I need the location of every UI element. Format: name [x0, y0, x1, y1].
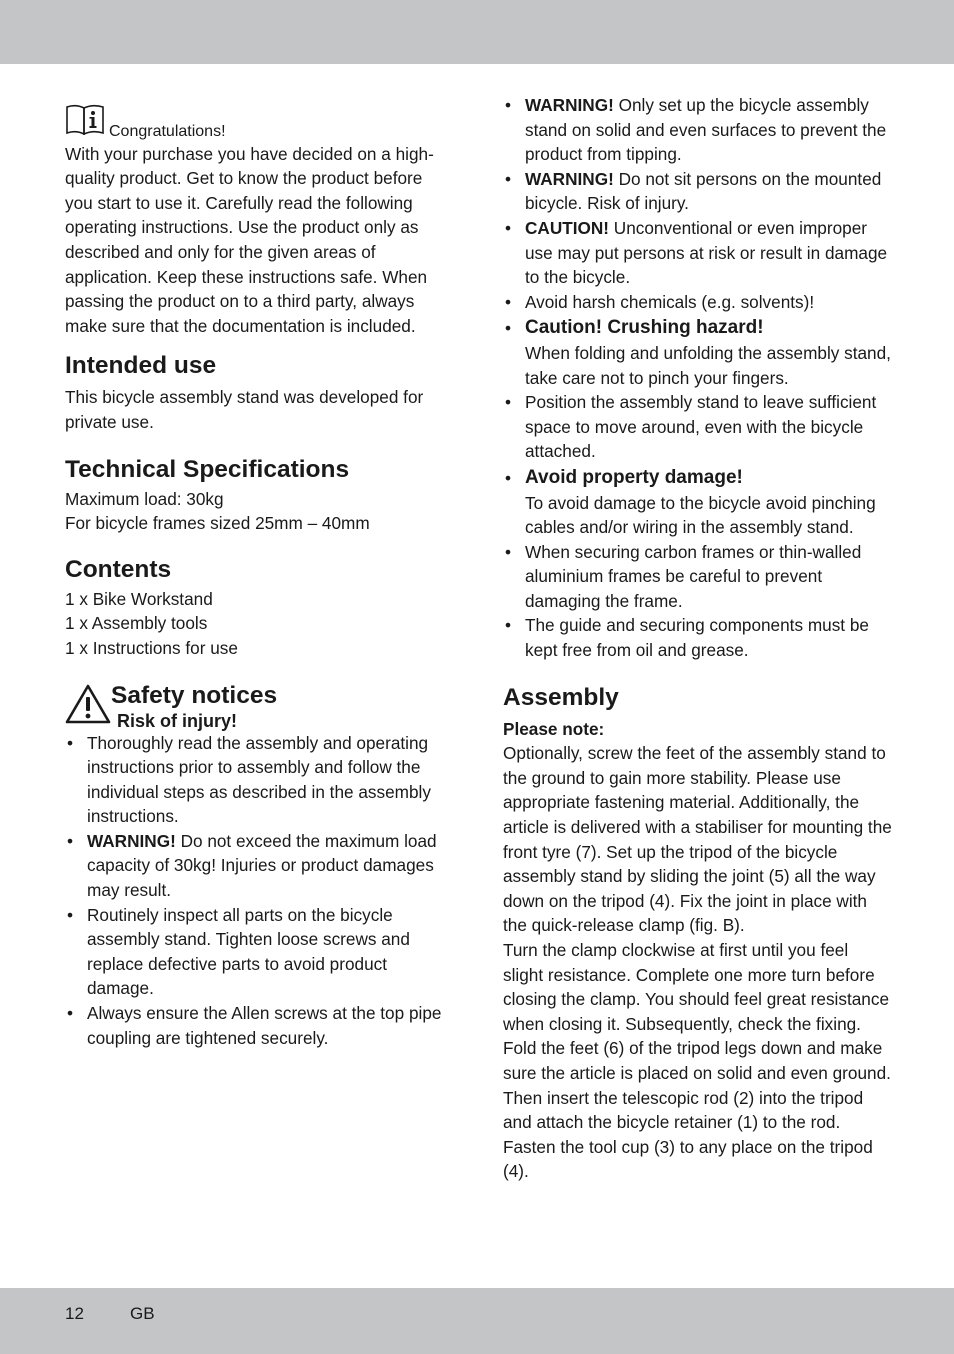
list-item: • The guide and securing components must be kept free from oil and grease. [503, 613, 893, 662]
list-item: • Thoroughly read the assembly and operating instructions prior to assembly and follow the individual steps as described in the assembly instructions. [65, 731, 450, 829]
right-column [503, 93, 893, 1184]
language-code: GB [130, 1304, 155, 1323]
spec-max-load: Maximum load: 30kg [65, 488, 224, 509]
contents-item: 1 x Assembly tools [65, 613, 208, 634]
list-item: • Avoid property damage! To avoid damage to the bicycle avoid pinching cables and/or wiring in the assembly stand. [503, 466, 893, 540]
left-column [65, 103, 450, 1050]
list-item: • Routinely inspect all parts on the bicycle assembly stand. Tighten loose screws and replace defective parts to avoid product damage. [65, 903, 450, 1001]
list-item: • Always ensure the Allen screws at the top pipe coupling are tightened securely. [65, 1001, 450, 1050]
spec-frame-size: For bicycle frames sized 25mm – 40mm [65, 513, 370, 534]
list-item: • Caution! Crushing hazard! When folding and unfolding the assembly stand, take care not to pinch your fingers. [503, 316, 893, 390]
tech-specs-heading: Technical Specifications [65, 455, 350, 483]
intended-use-body: This bicycle assembly stand was developed for private use. [65, 387, 424, 432]
risk-of-injury-subheading: Risk of injury! [117, 710, 238, 731]
list-item: • Position the assembly stand to leave sufficient space to move around, even with the bicycle attached. [503, 390, 893, 464]
page-number: 12 [65, 1304, 84, 1323]
intended-use-heading: Intended use [65, 352, 217, 380]
assembly-paragraph: Turn the clamp clockwise at first until you feel slight resistance. Complete one more turn before closing the clamp. You should feel great resistance when closing it. Subsequently, check the fixing. Fold the feet (6) of the tripod legs down and make sure the article is placed on solid and even ground. Then insert the telescopic rod (2) into the tripod and attach the bicycle retainer (1) to the rod. Fasten the tool cup (3) to any place on the tripod (4). [503, 940, 891, 1182]
list-item: • When securing carbon frames or thin-walled aluminium frames be careful to prevent damaging the frame. [503, 540, 893, 614]
safety-header [65, 681, 450, 731]
assembly-paragraph: Optionally, screw the feet of the assembly stand to the ground to gain more stability. Please use appropriate fastening material. Additionally, the article is delivered with a stabiliser for mounting the front tyre (7). Set up the tripod of the bicycle assembly stand by sliding the joint (5) all the way down on the tripod (4). Fix the joint in place with the quick-release clamp (fig. B). [503, 743, 892, 936]
contents-heading: Contents [65, 555, 172, 583]
list-item: • WARNING! Only set up the bicycle assembly stand on solid and even surfaces to prevent the product from tipping. [503, 93, 893, 167]
safety-list-left [65, 731, 450, 1051]
contents-item: 1 x Bike Workstand [65, 588, 213, 609]
list-item: • Avoid harsh chemicals (e.g. solvents)! [503, 290, 893, 315]
info-book-icon [65, 103, 105, 142]
list-item: • WARNING! Do not sit persons on the mounted bicycle. Risk of injury. [503, 167, 893, 216]
safety-list-right [503, 93, 893, 663]
please-note-label: Please note: [503, 718, 605, 739]
congratulations-text: Congratulations! [109, 122, 226, 140]
safety-heading: Safety notices [111, 681, 278, 709]
list-item: • WARNING! Do not exceed the maximum load capacity of 30kg! Injuries or product damages may result. [65, 829, 450, 903]
warning-triangle-icon [65, 683, 111, 732]
assembly-heading: Assembly [503, 683, 619, 711]
intro-heading [65, 103, 450, 142]
header-bar [0, 0, 954, 64]
intro-body: With your purchase you have decided on a high-quality product. Get to know the product before you start to use it. Carefully read the following operating instructions. Use the product only as described and only for the given areas of application. Keep these instructions safe. When passing the product on to a third party, always make sure that the documentation is included. [65, 143, 434, 336]
contents-item: 1 x Instructions for use [65, 637, 238, 658]
list-item: • CAUTION! Unconventional or even improper use may put persons at risk or result in damage to the bicycle. [503, 216, 893, 290]
crushing-hazard-heading: • Caution! Crushing hazard! [525, 317, 764, 339]
property-damage-heading: • Avoid property damage! [525, 466, 743, 488]
